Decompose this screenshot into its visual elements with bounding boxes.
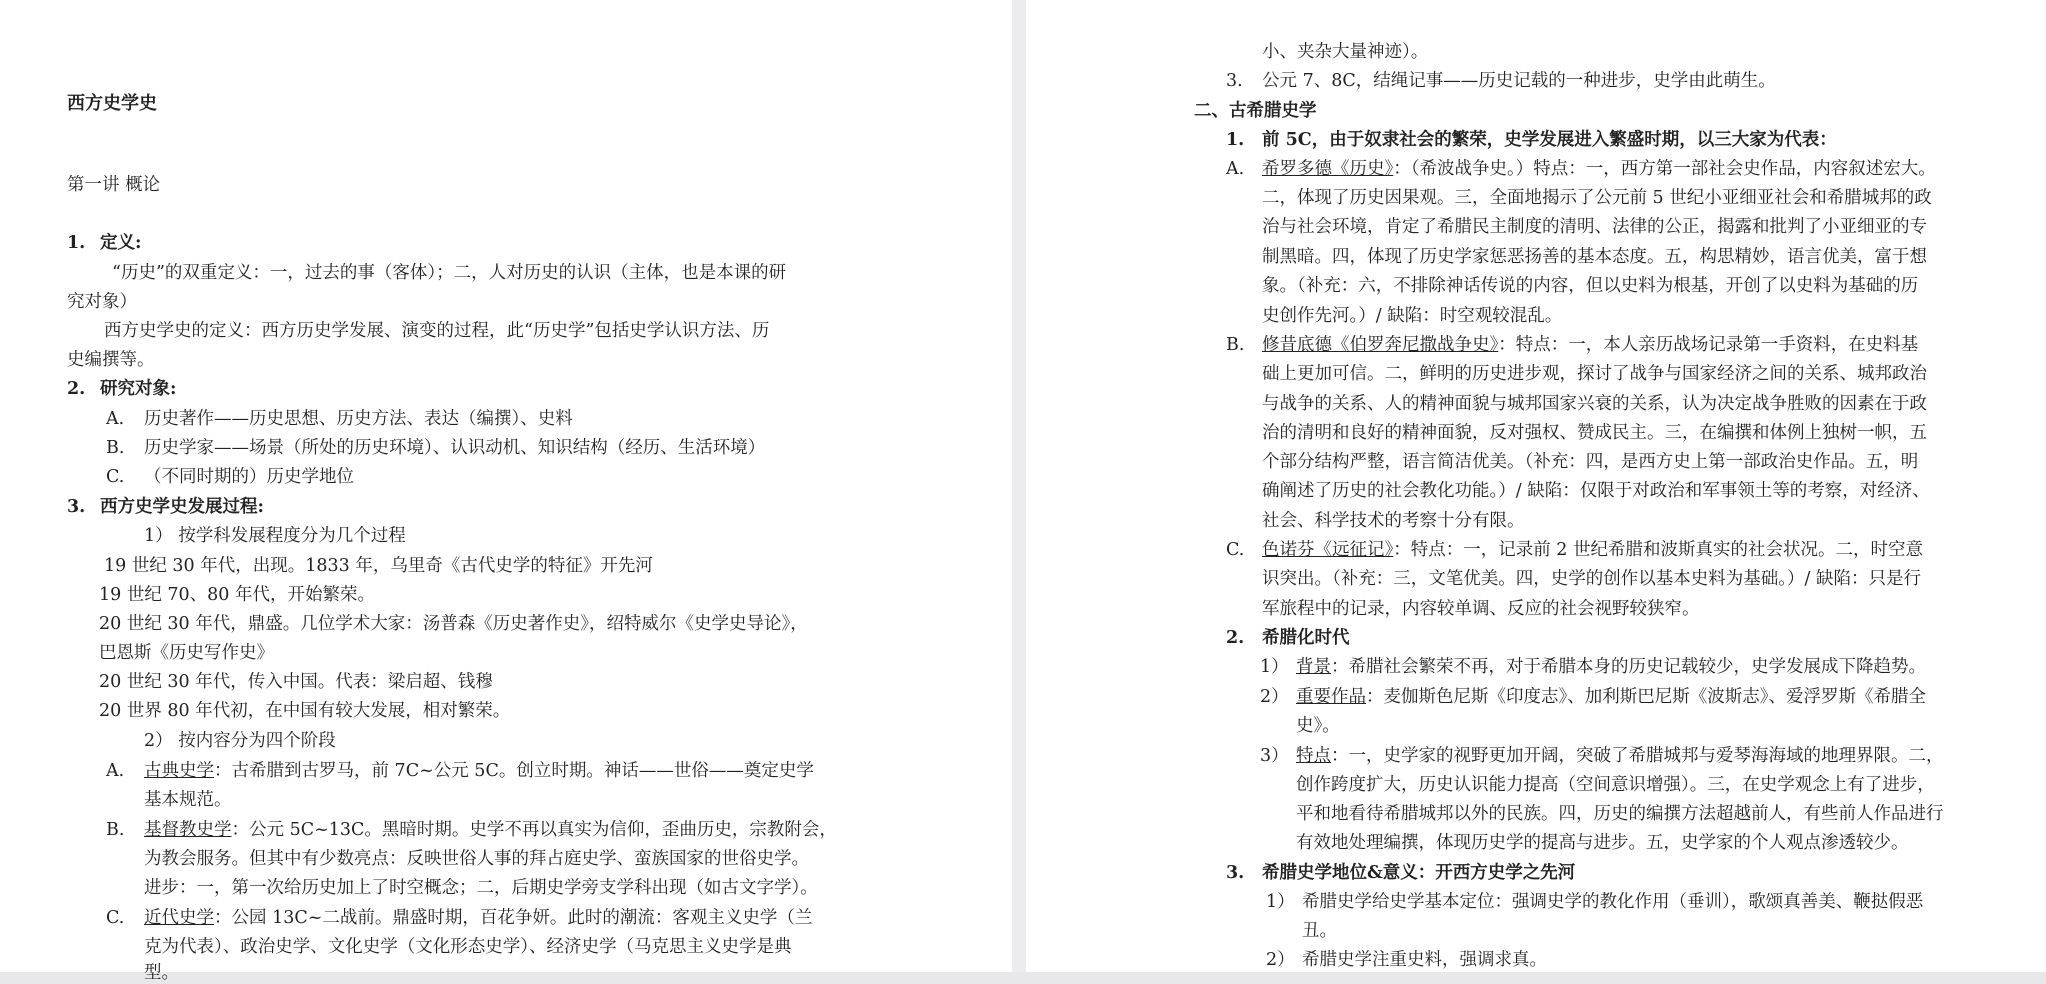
term: 背景	[1296, 657, 1331, 677]
list-item-continuation: 型。	[144, 963, 179, 983]
paragraph-line: 巴恩斯《历史写作史》	[99, 643, 274, 663]
list-item-continuation: 与战争的关系、人的精神面貌与城邦国家兴衰的关系，认为决定战争胜败的因素在于政	[1262, 394, 1927, 414]
paragraph-line: 19 世纪 70、80 年代，开始繁荣。	[99, 585, 375, 605]
list-item-continuation: 确阐述了历史的社会教化功能。）/ 缺陷：仅限于对政治和军事领土等的考察，对经济、	[1262, 481, 1930, 501]
term: 古典史学	[144, 761, 214, 781]
list-item-continuation: 识突出。（补充：三，文笔优美。四，史学的创作以基本史料为基础。）/ 缺陷：只是行	[1262, 569, 1921, 589]
section-1-title: 定义:	[100, 233, 142, 253]
list-item-continuation: 治与社会环境，肯定了希腊民主制度的清明、法律的公正，揭露和批判了小亚细亚的专	[1262, 217, 1927, 237]
point-heading: 前 5C，由于奴隶社会的繁荣，史学发展进入繁盛时期，以三大家为代表：	[1262, 130, 1837, 150]
list-item: 公元 7、8C，结绳记事——历史记载的一种进步，史学由此萌生。	[1262, 71, 1776, 91]
paragraph-line: 西方史学史的定义：西方历史学发展、演变的过程，此“历史学”包括史学认识方法、历	[104, 321, 770, 341]
section-3-title: 西方史学史发展过程:	[100, 497, 264, 517]
list-item-continuation: 军旅程中的记录，内容较单调、反应的社会视野较狭窄。	[1262, 599, 1700, 619]
list-item: 色诺芬《远征记》：特点：一，记录前 2 世纪希腊和波斯真实的社会状况。二，时空意	[1262, 540, 1924, 560]
page-gap	[1012, 0, 1026, 972]
section-3-number: 3.	[67, 497, 86, 517]
subheading: 1） 按学科发展程度分为几个过程	[144, 526, 406, 546]
list-item-continuation: 平和地看待希腊城邦以外的民族。四，历史的编撰方法超越前人，有些前人作品进行	[1296, 804, 1944, 824]
paragraph-line: 20 世纪 30 年代，鼎盛。几位学术大家：汤普森《历史著作史》，绍特威尔《史学史导论》，	[99, 614, 808, 634]
term: 色诺芬《远征记》	[1262, 540, 1394, 560]
document-page-right	[1026, 0, 2046, 972]
list-item-continuation: 制黑暗。四，体现了历史学家惩恶扬善的基本态度。五，构思精妙，语言优美，富于想	[1262, 247, 1927, 267]
paragraph-line: 史编撰等。	[67, 350, 155, 370]
list-item: 希腊史学注重史料，强调求真。	[1302, 950, 1547, 970]
list-marker: C.	[1226, 540, 1245, 560]
list-item: 特点：一，史学家的视野更加开阔，突破了希腊城邦与爱琴海海域的地理界限。二，	[1296, 746, 1944, 766]
paragraph-line: 20 世纪 30 年代，传入中国。代表：梁启超、钱穆	[99, 672, 493, 692]
list-item: 希腊史学给史学基本定位：强调史学的教化作用（垂训），歌颂真善美、鞭挞假恶	[1302, 892, 1924, 912]
list-item-continuation: 史》。	[1296, 716, 1340, 736]
list-item: 近代史学：公园 13C~二战前。鼎盛时期，百花争妍。此时的潮流：客观主义史学（兰	[144, 908, 813, 928]
list-item-continuation: 丑。	[1302, 921, 1337, 941]
list-marker: 2.	[1226, 628, 1245, 648]
list-marker: A.	[106, 409, 125, 429]
list-marker: 1）	[1260, 657, 1289, 677]
list-item-continuation: 克为代表）、政治史学、文化史学（文化形态史学）、经济史学（马克思主义史学是典	[144, 937, 792, 957]
list-marker: C.	[106, 467, 125, 487]
section-2-title: 研究对象:	[100, 379, 177, 399]
paragraph-line: 究对象）	[67, 292, 137, 312]
point-heading: 希腊史学地位&意义：开西方史学之先河	[1262, 863, 1576, 883]
term: 希罗多德《历史》	[1262, 159, 1394, 179]
document-page-left	[0, 0, 1012, 983]
term: 修昔底德《伯罗奔尼撒战争史》	[1262, 335, 1499, 355]
list-marker: 2）	[1266, 950, 1295, 970]
term: 基督教史学	[144, 820, 232, 840]
list-item-continuation: 创作跨度扩大，历史认识能力提高（空间意识增强）。三，在史学观念上有了进步，	[1296, 775, 1935, 795]
list-item: 基督教史学：公元 5C~13C。黑暗时期。史学不再以真实为信仰，歪曲历史，宗教附会，	[144, 820, 837, 840]
list-marker: B.	[1226, 335, 1245, 355]
paragraph-line: 19 世纪 30 年代，出现。1833 年，乌里奇《古代史学的特征》开先河	[104, 556, 653, 576]
document-title: 西方史学史	[67, 93, 157, 114]
section-1-number: 1.	[67, 233, 86, 253]
list-marker: 1.	[1226, 130, 1245, 150]
list-marker: 3.	[1226, 863, 1245, 883]
list-marker: B.	[106, 438, 125, 458]
list-marker: 3.	[1226, 71, 1243, 91]
list-marker: B.	[106, 820, 125, 840]
list-item: 重要作品：麦伽斯色尼斯《印度志》、加利斯巴尼斯《波斯志》、爱浮罗斯《希腊全	[1296, 687, 1926, 707]
list-marker: 3）	[1260, 746, 1289, 766]
section-heading: 二、古希腊史学	[1194, 101, 1317, 121]
section-2-number: 2.	[67, 379, 86, 399]
list-item: 古典史学：古希腊到古罗马，前 7C~公元 5C。创立时期。神话——世俗——奠定史学	[144, 761, 814, 781]
list-item: （不同时期的）历史学地位	[144, 467, 354, 487]
list-item: 历史学家——场景（所处的历史环境）、认识动机、知识结构（经历、生活环境）	[144, 438, 766, 458]
list-item: 背景：希腊社会繁荣不再，对于希腊本身的历史记载较少，史学发展成下降趋势。	[1296, 657, 1926, 677]
term: 近代史学	[144, 908, 214, 928]
list-item-continuation: 象。（补充：六，不排除神话传说的内容，但以史料为根基，开创了以史料为基础的历	[1262, 276, 1919, 296]
term: 重要作品	[1296, 687, 1366, 707]
paragraph-line: “历史”的双重定义：一，过去的事（客体）；二，人对历史的认识（主体，也是本课的研	[112, 263, 787, 283]
point-heading: 希腊化时代	[1262, 628, 1350, 648]
list-marker: 2）	[1260, 687, 1289, 707]
list-item-continuation: 个部分结构严整，语言简洁优美。（补充：四，是西方史上第一部政治史作品。五，明	[1262, 452, 1919, 472]
list-item-continuation: 为教会服务。但其中有少数亮点：反映世俗人事的拜占庭史学、蛮族国家的世俗史学。	[144, 849, 809, 869]
list-item-continuation: 史创作先河。）/ 缺陷：时空观较混乱。	[1262, 306, 1563, 326]
list-marker: A.	[1226, 159, 1245, 179]
list-item-continuation: 有效地处理编撰，体现历史学的提高与进步。五，史学家的个人观点渗透较少。	[1296, 833, 1909, 853]
list-item-continuation: 基本规范。	[144, 790, 232, 810]
list-item: 修昔底德《伯罗奔尼撒战争史》：特点：一，本人亲历战场记录第一手资料，在史料基	[1262, 335, 1919, 355]
list-item: 希罗多德《历史》：（希波战争史。）特点：一，西方第一部社会史作品，内容叙述宏大。	[1262, 159, 1936, 179]
lecture-heading: 第一讲 概论	[67, 175, 161, 195]
list-item-continuation: 础上更加可信。二，鲜明的历史进步观，探讨了战争与国家经济之间的关系、城邦政治	[1262, 364, 1927, 384]
list-item-continuation: 进步：一，第一次给历史加上了时空概念；二，后期史学旁支学科出现（如古文字学）。	[144, 878, 818, 898]
list-marker: C.	[106, 908, 125, 928]
subheading: 2） 按内容分为四个阶段	[144, 731, 336, 751]
list-marker: A.	[106, 761, 125, 781]
paragraph-line: 20 世界 80 年代初，在中国有较大发展，相对繁荣。	[99, 701, 511, 721]
list-item: 历史著作——历史思想、历史方法、表达（编撰）、史料	[144, 409, 573, 429]
list-item-continuation: 社会、科学技术的考察十分有限。	[1262, 511, 1525, 531]
list-item-continuation: 二，体现了历史因果观。三，全面地揭示了公元前 5 世纪小亚细亚社会和希腊城邦的政	[1262, 188, 1932, 208]
list-marker: 1）	[1266, 892, 1295, 912]
list-item-continuation: 治的清明和良好的精神面貌，反对强权、赞成民主。三，在编撰和体例上独树一帜，五	[1262, 423, 1927, 443]
term: 特点	[1296, 746, 1331, 766]
paragraph-line: 小、夹杂大量神迹）。	[1262, 42, 1429, 62]
